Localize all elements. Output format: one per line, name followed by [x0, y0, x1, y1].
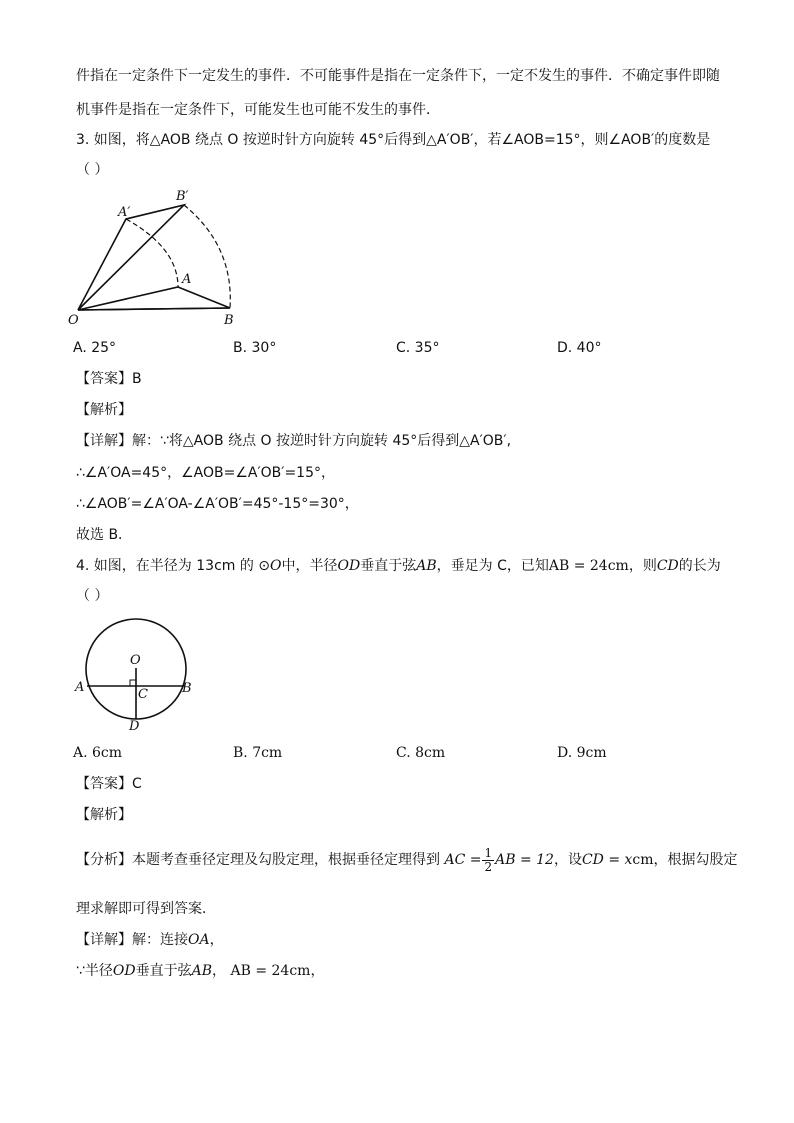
q4-detail-2f: AB = 24cm: [230, 963, 311, 979]
q3-option-d: D. 40°: [557, 340, 602, 356]
q4-fenxi-cm: cm: [632, 852, 654, 868]
q4-answer-tag: 【答案】: [76, 776, 132, 792]
intro-line-2: 机事件是指在一定条件下，可能发生也可能不发生的事件．: [76, 102, 440, 118]
q4-detail-2e: ，: [212, 963, 227, 979]
q3-detail-4: 故选 B．: [76, 527, 133, 543]
q4-paren: （ ）: [76, 588, 109, 604]
q3-paren: （ ）: [76, 162, 109, 178]
q4-fenxi: [76, 846, 738, 874]
q4-fenxi-tag: 【分析】: [76, 852, 132, 868]
q4-stem-e: ，则: [628, 558, 657, 574]
label-A: A: [182, 272, 192, 287]
q4-stem: [76, 557, 721, 575]
q4-stem-f: 的长为: [678, 558, 721, 574]
label-B1: B′: [176, 189, 189, 204]
q3-answer: [76, 370, 142, 388]
q3-option-b: B. 30°: [233, 340, 277, 356]
q3-analysis-tag: 【解析】: [76, 402, 132, 418]
fraction-denominator: 2: [484, 859, 493, 874]
q4-option-b: B. 7cm: [233, 745, 283, 761]
intro-line-1: 件指在一定条件下一定发生的事件．不可能事件是指在一定条件下，一定不发生的事件．不确定事件即随: [76, 68, 720, 84]
fraction-one-half: [482, 847, 494, 874]
q4-stem-eq: AB = 24cm: [548, 558, 629, 574]
label-A: A: [75, 680, 85, 695]
q4-detail-1c: ，: [209, 932, 224, 948]
right-angle-mark: [130, 680, 136, 686]
q3-option-a: A. 25°: [73, 340, 117, 356]
q4-detail-1a: 解：连接: [132, 932, 188, 948]
q4-option-d: D. 9cm: [557, 745, 607, 761]
q4-fenxi-ab12: AB = 12: [495, 852, 554, 868]
q4-fenxi-ac: AC =: [444, 852, 482, 868]
label-C: C: [138, 687, 148, 702]
fraction-numerator: 1: [484, 845, 493, 860]
q4-option-c: C. 8cm: [396, 745, 446, 761]
q4-detail-tag: 【详解】: [76, 932, 132, 948]
q4-stem-o: O: [270, 558, 282, 574]
label-B: B: [182, 681, 192, 696]
q4-detail-1: [76, 931, 224, 949]
q4-answer: [76, 775, 142, 793]
q4-stem-cd: CD: [656, 558, 679, 574]
q4-stem-ab: AB: [416, 558, 437, 574]
label-O: O: [68, 313, 79, 328]
q4-fenxi-line-2: 理求解即可得到答案．: [76, 901, 216, 917]
q4-analysis-tag: 【解析】: [76, 807, 132, 823]
q4-fenxi-c: ，根据勾股定: [653, 852, 738, 868]
q3-rotation-figure: [66, 186, 256, 328]
q4-detail-2b: OD: [112, 963, 136, 979]
label-D: D: [129, 719, 140, 734]
q4-detail-1b: OA: [188, 932, 210, 948]
triangle-A1OB1: [78, 205, 184, 310]
q3-detail-2: ∴∠A′OA=45°，∠AOB=∠A′OB′=15°，: [76, 465, 335, 481]
arc-A-to-A1: [126, 219, 178, 287]
q3-detail-1: [76, 432, 511, 450]
q4-circle-figure: [70, 614, 210, 738]
q4-detail-2c: 垂直于弦: [135, 963, 192, 979]
q4-detail-2d: AB: [191, 963, 213, 979]
q4-option-a: A. 6cm: [73, 745, 123, 761]
q4-detail-2: [76, 962, 324, 980]
q4-fenxi-b: ，设: [553, 852, 582, 868]
q4-fenxi-a: 本题考查垂径定理及勾股定理，根据垂径定理得到: [132, 852, 440, 868]
q3-answer-tag: 【答案】: [76, 371, 132, 387]
segment-OB: [78, 308, 230, 310]
label-A1: A′: [118, 205, 131, 220]
q4-detail-2g: ，: [310, 963, 325, 979]
triangle-AOB: [78, 287, 230, 310]
q4-fenxi-cdx: CD = x: [581, 852, 633, 868]
q3-answer-value: B: [132, 371, 142, 387]
q4-stem-a: 4. 如图，在半径为 13cm 的 ⊙: [76, 558, 271, 574]
q4-detail-2a: ∵半径: [76, 963, 113, 979]
q4-answer-value: C: [132, 776, 142, 792]
q4-stem-od: OD: [337, 558, 361, 574]
label-O: O: [130, 653, 141, 668]
q3-detail-1-text: 解：∵将△AOB 绕点 O 按逆时针方向旋转 45°后得到△A′OB′,: [132, 433, 512, 449]
q3-stem: 3. 如图，将△AOB 绕点 O 按逆时针方向旋转 45°后得到△A′OB′，若∠AOB=15°，则∠AOB′的度数是: [76, 132, 711, 148]
q3-detail-tag: 【详解】: [76, 433, 132, 449]
q4-stem-b: 中，半径: [281, 558, 338, 574]
q4-stem-c: 垂直于弦: [360, 558, 417, 574]
q3-detail-3: ∴∠AOB′=∠A′OA-∠A′OB′=45°-15°=30°，: [76, 496, 359, 512]
q3-option-c: C. 35°: [396, 340, 440, 356]
q4-stem-d: ，垂足为 C，已知: [436, 558, 549, 574]
label-B: B: [224, 313, 234, 328]
